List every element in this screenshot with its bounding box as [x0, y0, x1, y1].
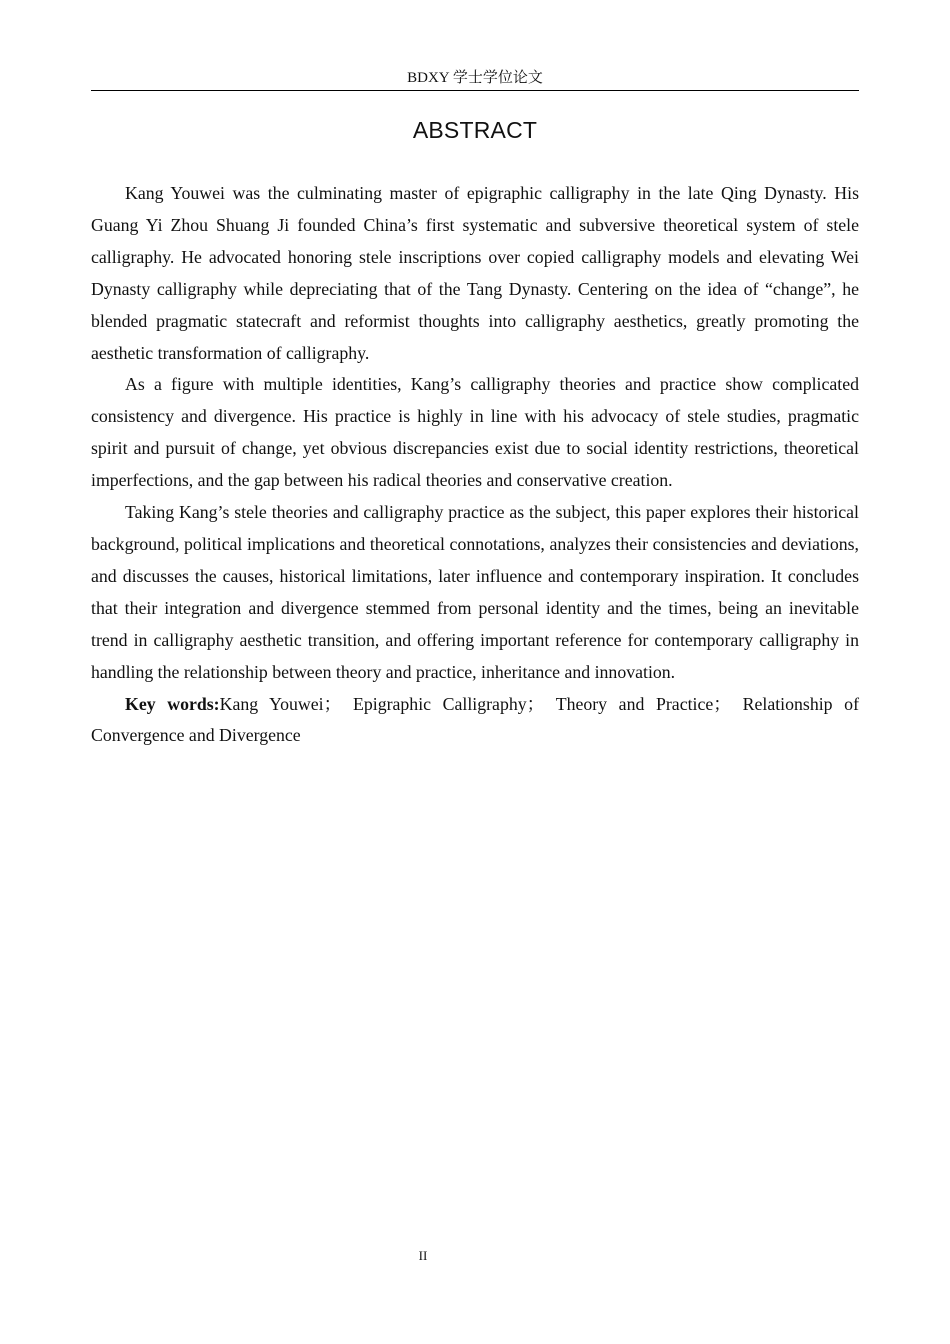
keywords-text: Kang Youwei； Epigraphic Calligraphy； Theory and Practice； Relationship of Convergence and Divergence [91, 693, 859, 746]
abstract-paragraph-1: Kang Youwei was the culminating master of epigraphic calligraphy in the late Qing Dynasty. His Guang Yi Zhou Shuang Ji founded China’s first systematic and subversive theoretical system of stele calligraphy. He advocated honoring stele inscriptions over copied calligraphy models and elevating Wei Dynasty calligraphy while depreciating that of the Tang Dynasty. Centering on the idea of “change”, he blended pragmatic statecraft and reformist thoughts into calligraphy aesthetics, greatly promoting the aesthetic transformation of calligraphy. [91, 183, 859, 363]
keywords [91, 689, 859, 753]
running-title: BDXY 学士学位论文 [407, 70, 543, 86]
abstract-paragraph-2: As a figure with multiple identities, Kang’s calligraphy theories and practice show complicated consistency and divergence. His practice is highly in line with his advocacy of stele studies, pragmatic spirit and pursuit of change, yet obvious discrepancies exist due to social identity restrictions, theoretical imperfections, and the gap between his radical theories and conservative creation. [91, 374, 859, 491]
page-number: II [418, 1248, 428, 1263]
running-header [91, 66, 859, 91]
abstract-title: ABSTRACT [412, 117, 538, 143]
abstract-paragraph-3: Taking Kang’s stele theories and calligraphy practice as the subject, this paper explores their historical background, political implications and theoretical connotations, analyzes their consistencies and deviations, and discusses the causes, historical limitations, later influence and contemporary inspiration. It concludes that their integration and divergence stemmed from personal identity and the times, being an inevitable trend in calligraphy aesthetic transition, and offering important reference for contemporary calligraphy in handling the relationship between theory and practice, inheritance and innovation. [91, 502, 859, 682]
abstract-body [91, 178, 859, 752]
keywords-label: Key words: [125, 693, 220, 714]
